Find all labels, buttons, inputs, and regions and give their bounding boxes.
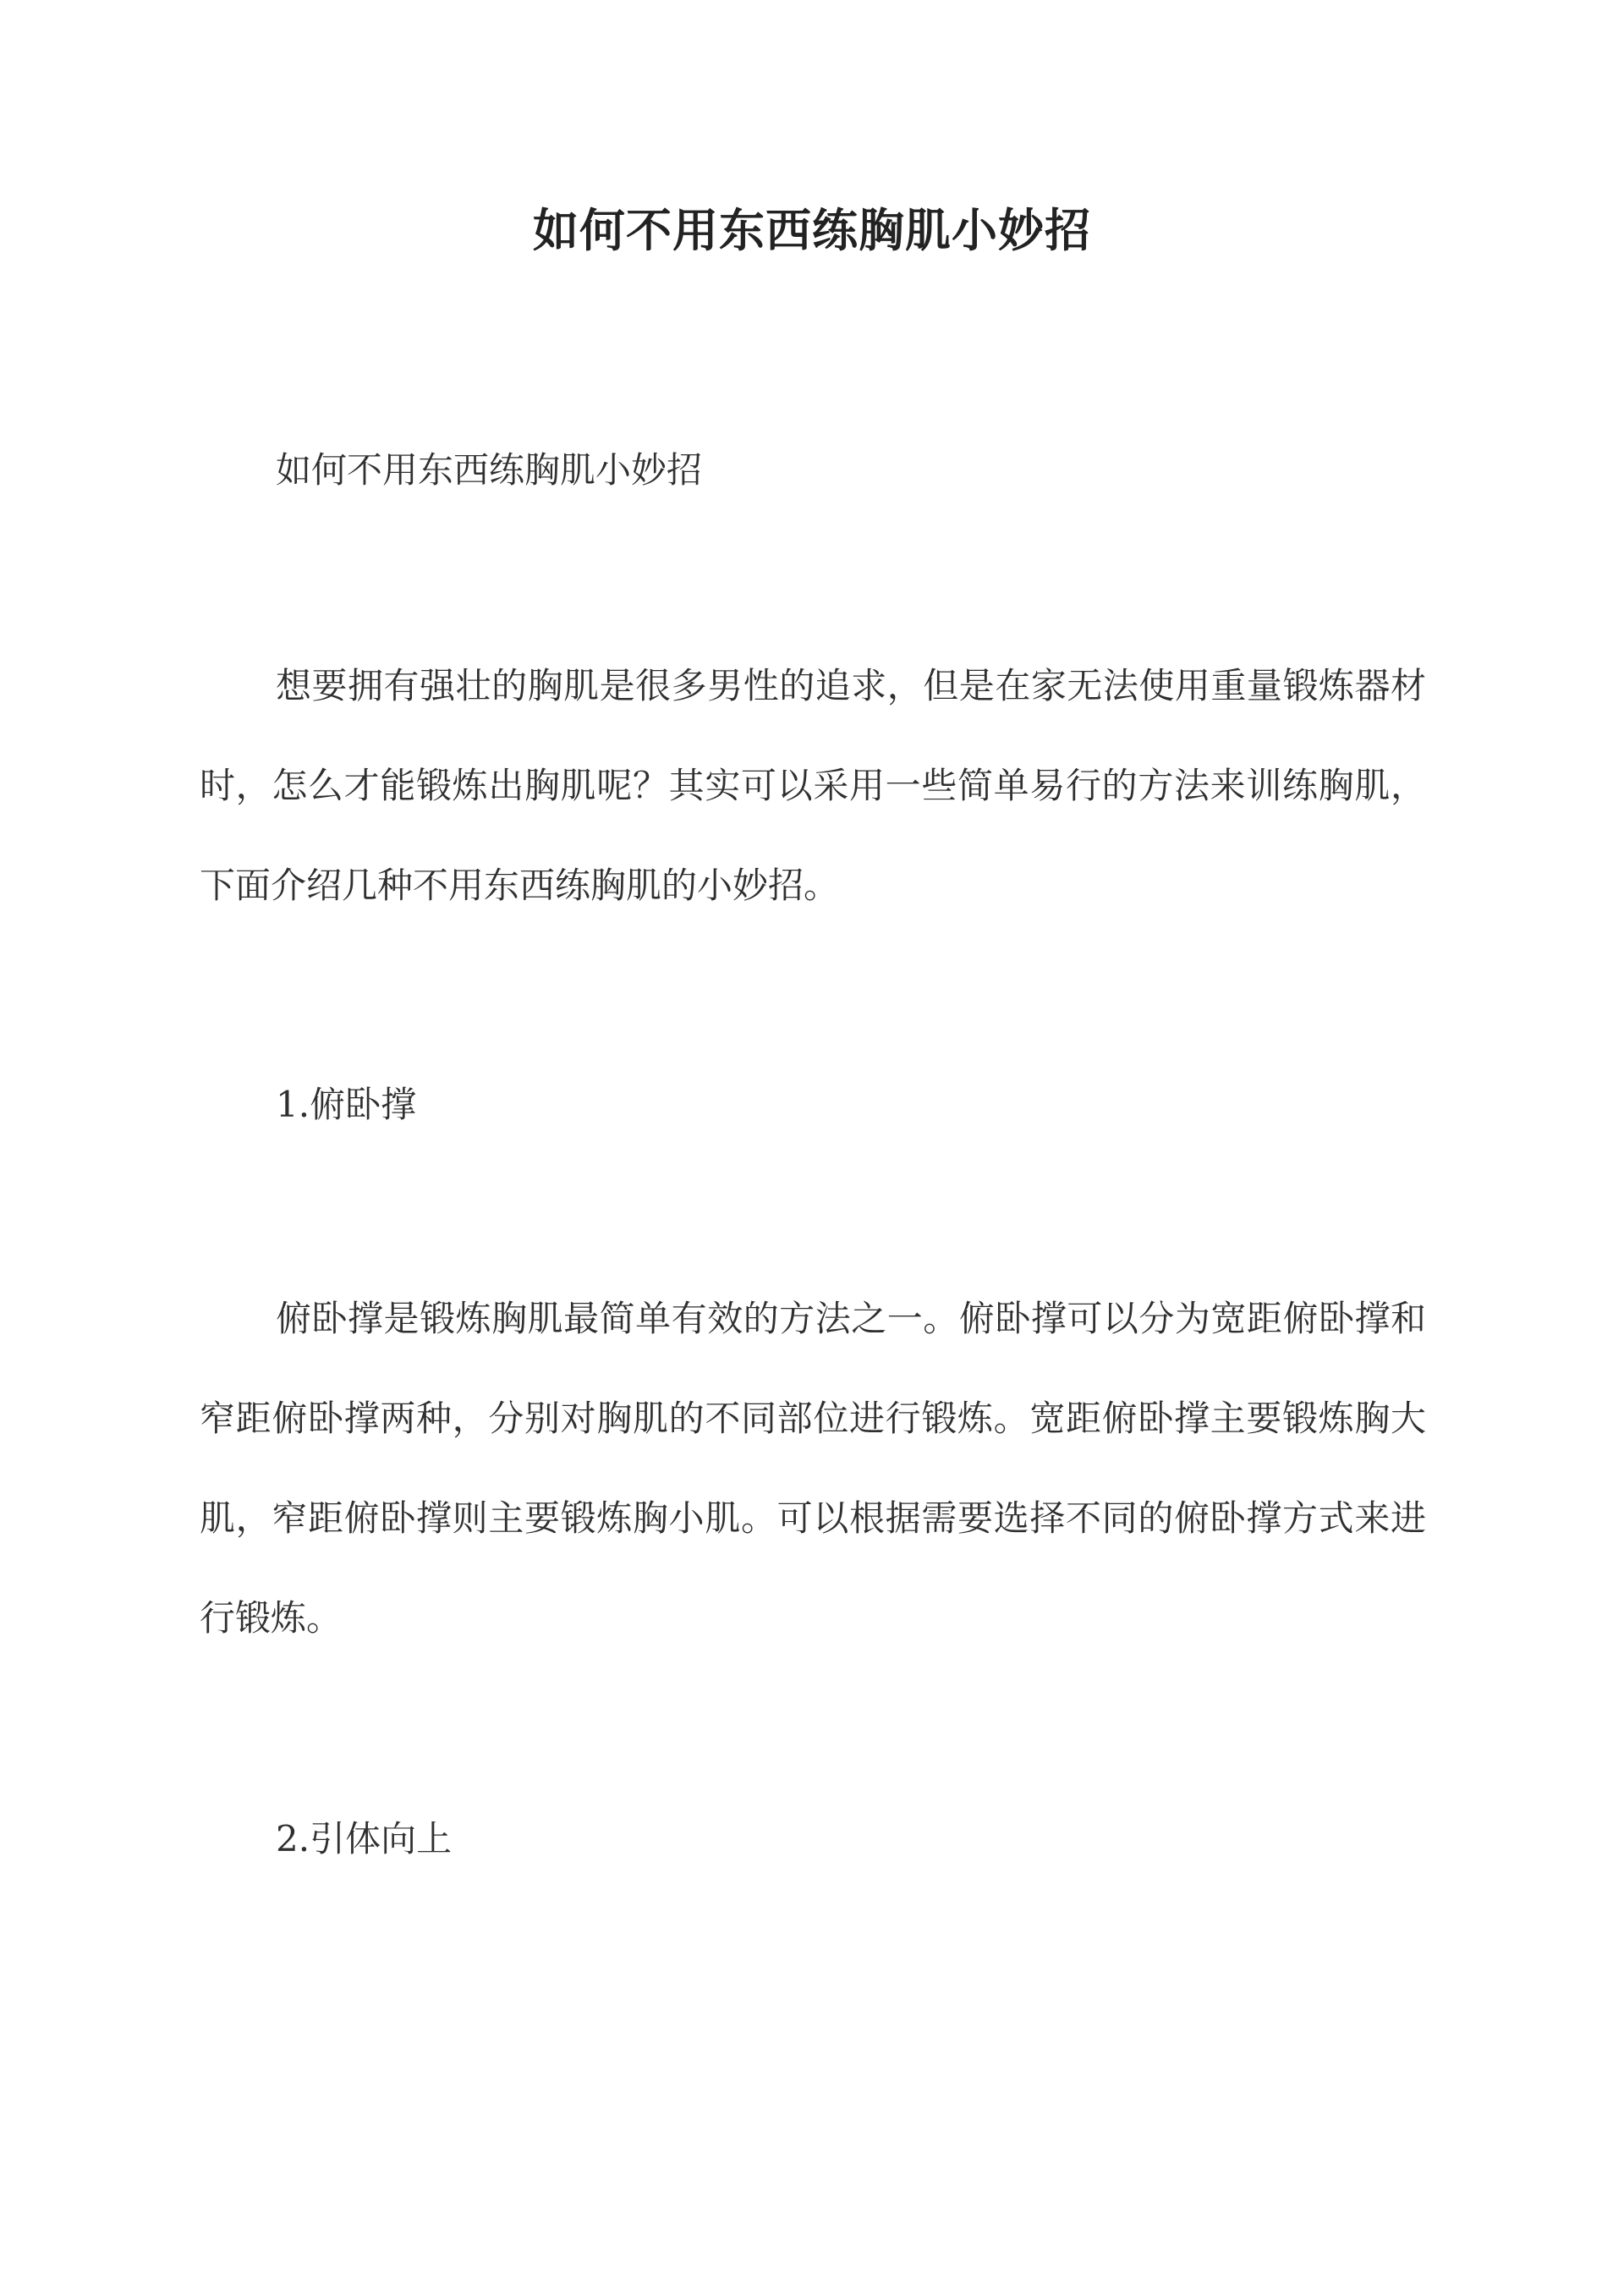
pushups-paragraph: 俯卧撑是锻炼胸肌最简单有效的方法之一。俯卧撑可以分为宽距俯卧撑和窄距俯卧撑两种，分别对胸肌的不同部位进行锻炼。宽距俯卧撑主要锻炼胸大肌，窄距俯卧撑则主要锻炼胸小肌。可以根据需要选择不同的俯卧撑方式来进行锻炼。 — [200, 1298, 1426, 1639]
section-heading-pullups: 2.引体向上 — [276, 1818, 453, 1859]
document-title: 如何不用东西练胸肌小妙招 — [533, 203, 1091, 257]
intro-paragraph: 想要拥有强壮的胸肌是很多男性的追求，但是在家无法使用重量锻炼器材时，怎么才能锻炼出胸肌呢？其实可以采用一些简单易行的方法来训练胸肌，下面介绍几种不用东西练胸肌的小妙招。 — [200, 665, 1426, 906]
section-heading-pushups: 1.俯卧撑 — [276, 1084, 417, 1125]
document-subtitle: 如何不用东西练胸肌小妙招 — [276, 449, 703, 491]
